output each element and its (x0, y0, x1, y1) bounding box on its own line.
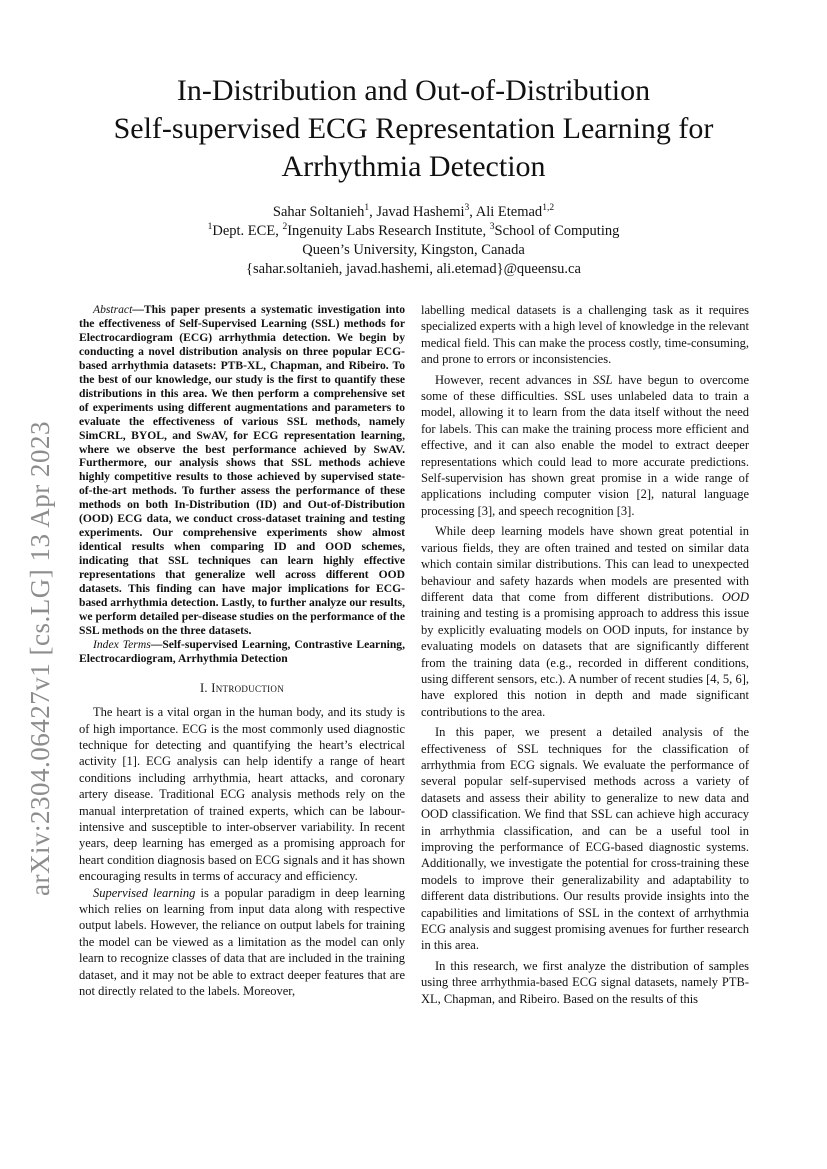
title-line-1: In-Distribution and Out-of-Distribution (176, 74, 651, 107)
title-line-3: Arrhythmia Detection (281, 150, 546, 183)
right-column (421, 302, 749, 1007)
intro-paragraph-3: labelling medical datasets is a challenging task as it requires specialized experts with a high level of knowledge in the relevant medical field. This can make the process costly, time-consuming, and prone to errors or inconsistencies. (421, 303, 749, 367)
intro-paragraph-4: However, recent advances in SSL have begun to overcome some of these difficulties. SSL uses unlabeled data to train a model, allowing it to learn from the data itself without the need for labels. This can make the training process more efficient and effective, and it can also enable the model to extract deeper representations which could lead to more accurate predictions. Self-supervision has shown great promise in a wide range of applications including computer vision [2], natural language processing [3], and speech recognition [3]. (421, 372, 749, 518)
section-heading-introduction: I. Introduction (199, 680, 285, 695)
author-names: Sahar Soltanieh$^1$, Javad Hashemi$^3$, Ali Etemad$^{1,2}$ (272, 203, 555, 220)
abstract: Abstract—This paper presents a systematic investigation into the effectiveness of Self-Supervised Learning (SSL) methods for Electrocardiogram (ECG) arrhythmia detection. We begin by conducting a novel distribution analysis on three popular ECG-based arrhythmia datasets: PTB-XL, Chapman, and Ribeiro. To the best of our knowledge, our study is the first to quantify these distributions in this area. We then perform a comprehensive set of experiments using different augmentations and parameters to evaluate the effectiveness of various SSL methods, namely SimCRL, BYOL, and SwAV, for ECG representation learning, where we observe the best performance achieved by SwAV. Furthermore, our analysis shows that SSL methods achieve highly competitive results to those achieved by supervised state-of-the-art methods. To further assess the performance of these methods on both In-Distribution (ID) and Out-of-Distribution (OOD) ECG data, we conduct cross-dataset training and testing experiments. Our comprehensive experiments show almost identical results when comparing ID and OOD schemes, indicating that SSL techniques can learn highly effective representations that generalize well across different OOD datasets. This finding can have major implications for ECG-based arrhythmia detection. Lastly, to further analyze our results, we perform detailed per-disease studies on the performance of the SSL methods on the three datasets. (79, 303, 405, 637)
index-terms-label: Index Terms (93, 637, 151, 651)
left-column (79, 303, 405, 1000)
author-1: Sahar Soltanieh (272, 204, 365, 220)
abstract-label: Abstract (93, 303, 133, 316)
author-emails: {sahar.soltanieh, javad.hashemi, ali.etemad}@queensu.ca (246, 261, 581, 277)
index-terms: Index Terms—Self-supervised Learning, Contrastive Learning, Electrocardiogram, Arrhythmia Detection (79, 637, 406, 665)
affiliations: $^1$Dept. ECE, $^2$Ingenuity Labs Research Institute, $^3$School of Computing (207, 222, 620, 239)
author-3: Ali Etemad (475, 204, 543, 220)
university: Queen’s University, Kingston, Canada (302, 242, 525, 258)
intro-paragraph-5: While deep learning models have shown great potential in various fields, they are often trained and tested on similar data which contain similar distributions. This can lead to unexpected behaviour and safety hazards when models are presented with different data that come from different distributions. OOD training and testing is a promising approach to address this issue by explicitly evaluating models on OOD inputs, for instance by evaluating models on datasets that are significantly different from the training data (e.g., recorded in different conditions, using different sensors, etc.). A number of recent studies [4, 5, 6], have explored this notion in depth and made significant contributions to the area. (421, 524, 749, 719)
author-2: Javad Hashemi (376, 204, 465, 220)
author-block (100, 203, 727, 279)
intro-paragraph-2: Supervised learning is a popular paradigm in deep learning which relies on learning from input data along with respective output labels. However, the reliance on output labels for training the model can be viewed as a limitation as the model can only learn to recognize classes of data that are included in the training dataset, and it may not be able to extract deeper features that are not directly related to the labels. Moreover, (79, 885, 405, 999)
intro-paragraph-1: The heart is a vital organ in the human body, and its study is of high importance. ECG is the most commonly used diagnostic technique for detecting and quantifying the heart’s electrical activity [1]. ECG analysis can help identify a range of heart conditions including arrhythmia, heart attacks, and coronary artery disease. Traditional ECG analysis methods rely on the manual interpretation of trained experts, which can be labour-intensive and susceptible to inter-observer variability. In recent years, deep learning has emerged as a promising approach for heart condition diagnosis based on ECG signals and it has shown encouraging results in terms of accuracy and efficiency. (79, 705, 405, 884)
title-line-2: Self-supervised ECG Representation Learning for (113, 112, 714, 145)
intro-paragraph-6: In this paper, we present a detailed analysis of the effectiveness of SSL techniques for the classification of arrhythmia from ECG signals. We evaluate the performance of several popular self-supervised methods across a variety of datasets and assess their ability to generalize to new data and OOD classification. We find that SSL can achieve high accuracy in arrhythmia classification, and can be a useful tool in improving the performance of ECG-based diagnostic systems. Additionally, we investigate the potential for cross-training these models to improve their generalizability and adaptability to different data distributions. Our results provide insights into the capabilities and limitations of SSL in the context of arrhythmia ECG analysis and suggest promising avenues for further research in this area. (421, 725, 749, 953)
arxiv-identifier: arXiv:2304.06427v1 [cs.LG] 13 Apr 2023 (25, 421, 55, 896)
intro-paragraph-7: In this research, we first analyze the distribution of samples using three arrhythmia-based ECG signal datasets, namely PTB-XL, Chapman, and Ribeiro. Based on the results of this (421, 958, 749, 1006)
paper-title (60, 72, 767, 186)
